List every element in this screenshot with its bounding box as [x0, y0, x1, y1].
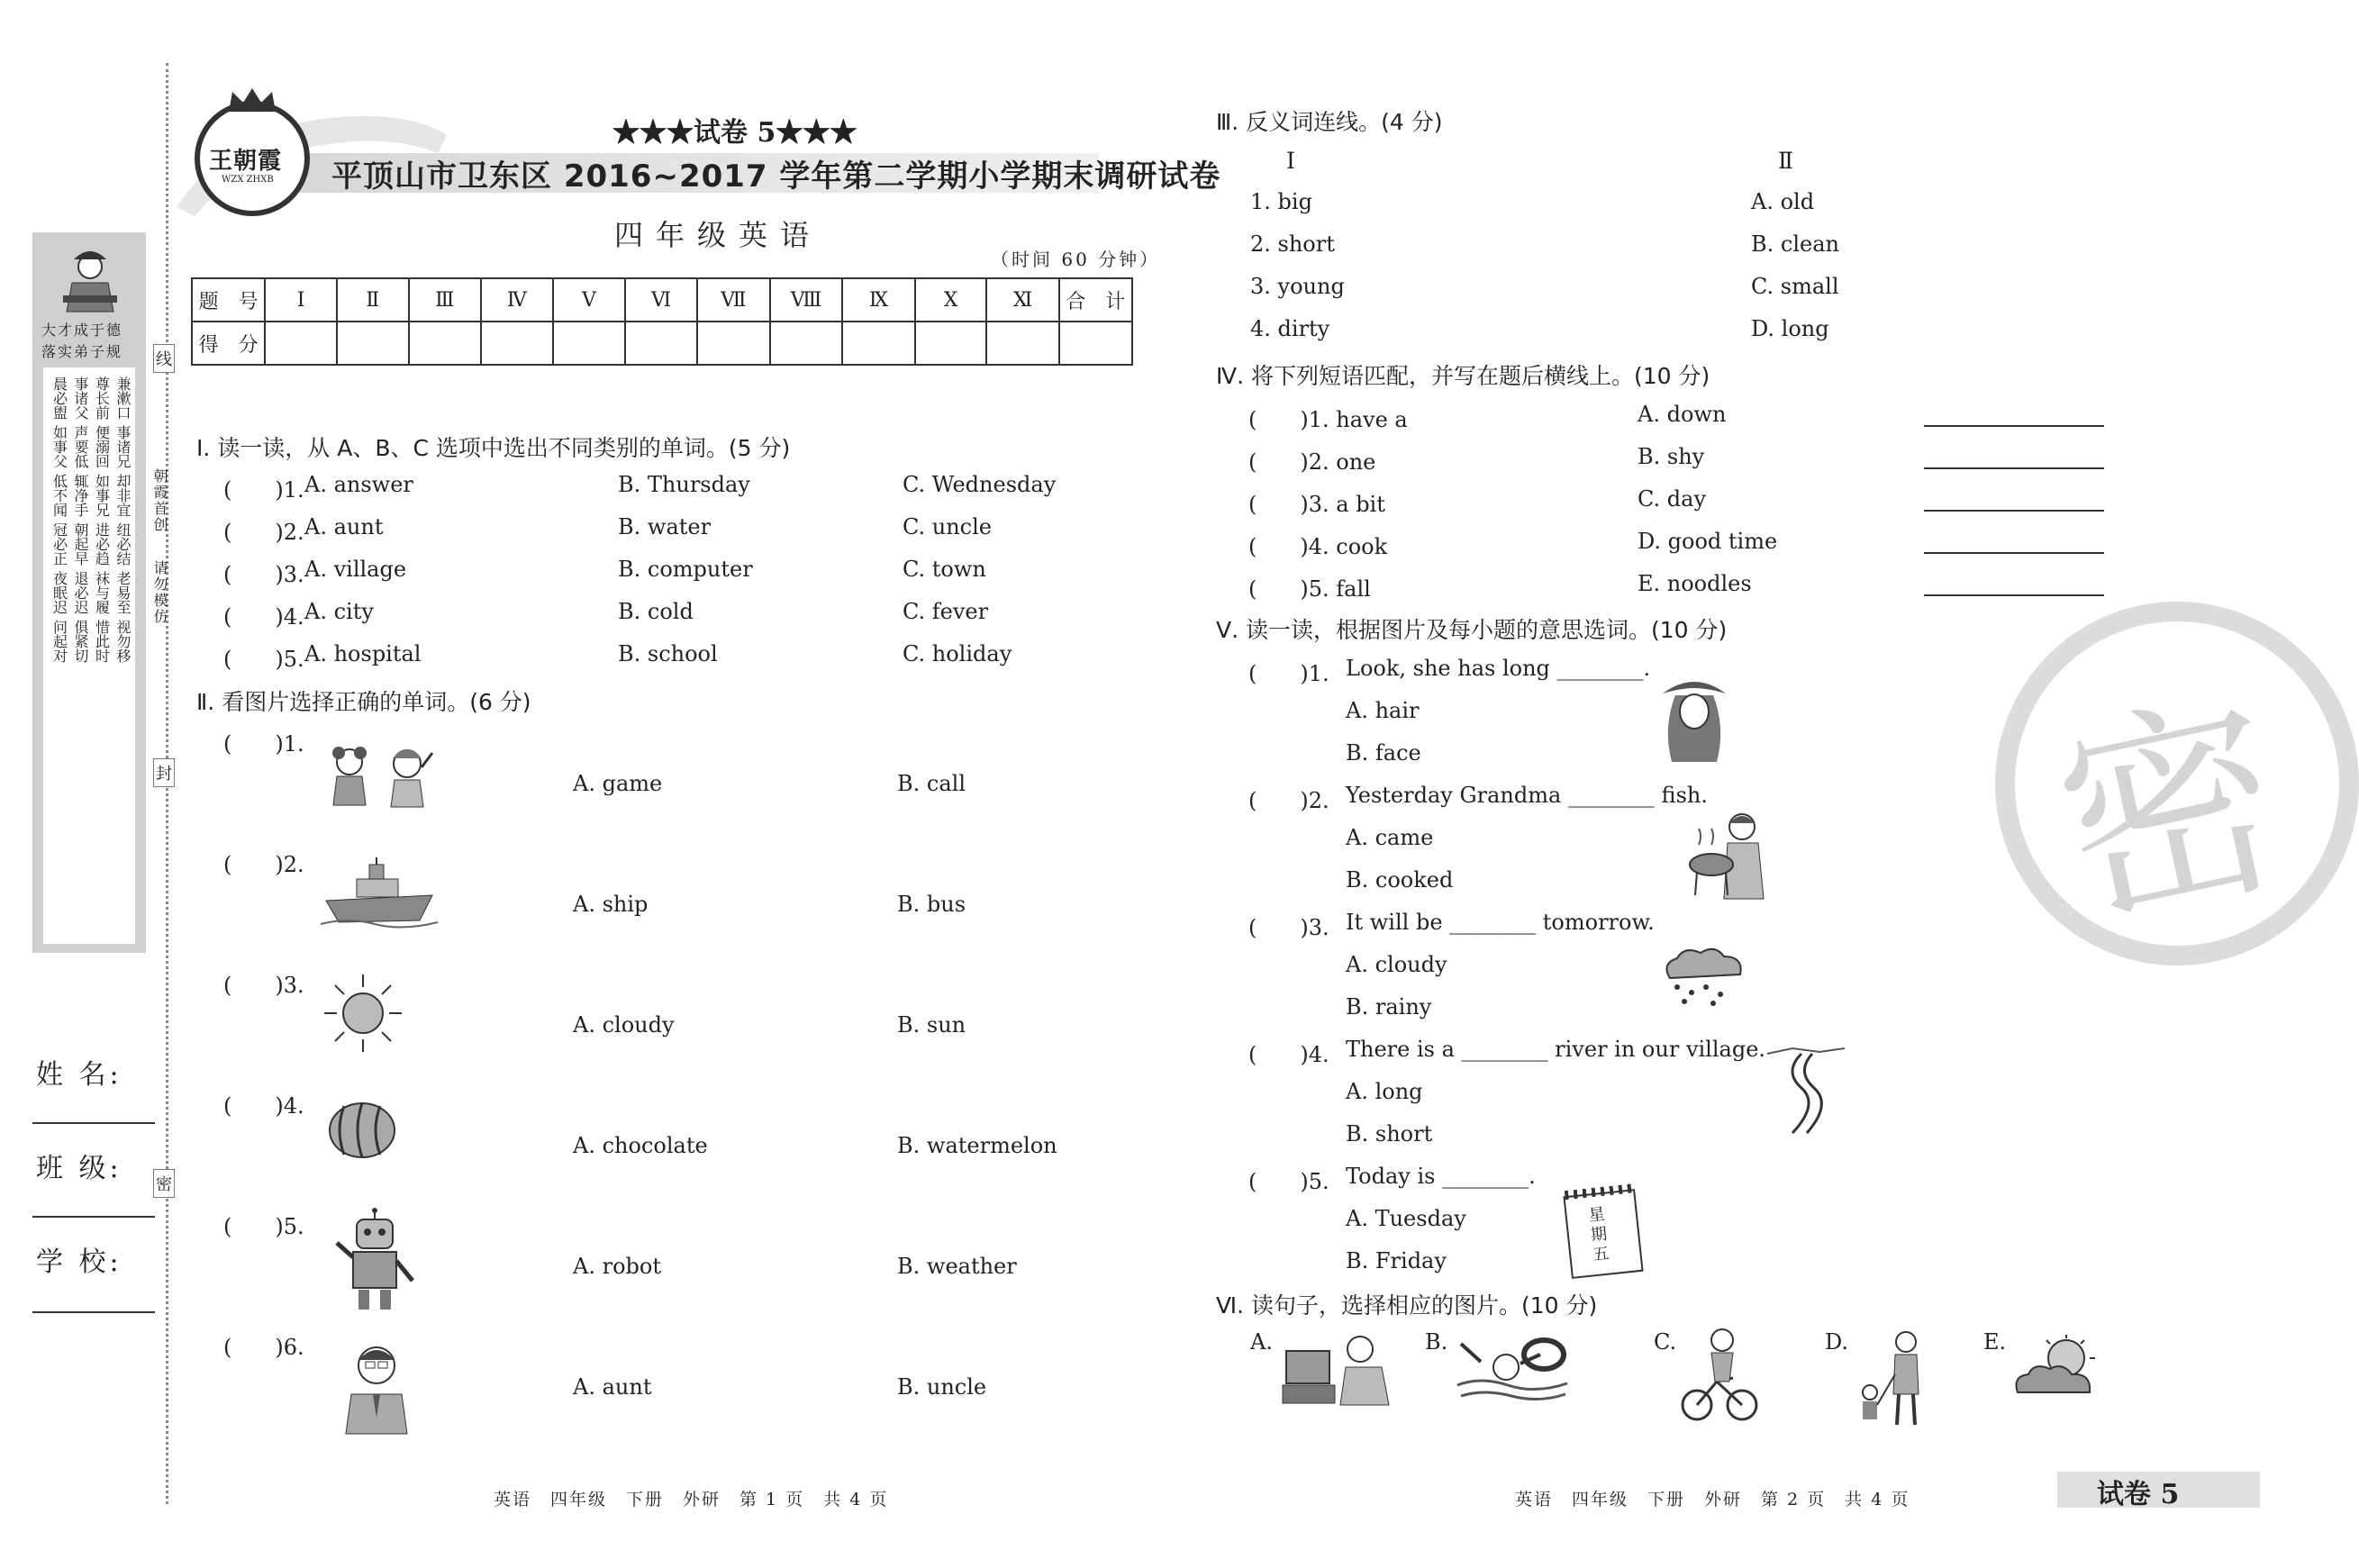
option-b: B. sun — [897, 1012, 966, 1038]
rain-cloud-icon — [1657, 946, 1747, 1009]
question-number[interactable]: ( )3. — [1248, 915, 1329, 940]
motto-phrase: 事诸父 — [72, 376, 89, 420]
page-title: 平顶山市卫东区 2016~2017 学年第二学期小学期末调研试卷 — [331, 159, 1221, 195]
question-number[interactable]: ( )5. fall — [1248, 576, 1371, 602]
option-b: B. short — [1346, 1121, 1433, 1147]
computer-boy-icon — [1281, 1328, 1394, 1409]
motto-phrase: 却非宜 — [114, 474, 132, 517]
section6-title: Ⅵ. 读句子，选择相应的图片。(10 分) — [1216, 1292, 1598, 1319]
section5-title: Ⅴ. 读一读，根据图片及每小题的意思选词。(10 分) — [1216, 617, 1728, 643]
score-input-cell[interactable] — [986, 322, 1058, 365]
question-number[interactable]: ( )2. — [223, 520, 304, 545]
question-number[interactable]: ( )5. — [1248, 1169, 1329, 1194]
option-b: B. uncle — [897, 1374, 987, 1400]
right-phrase: E. noodles — [1638, 571, 1752, 596]
score-header-cell: 题 号 — [192, 278, 265, 322]
logo-emblem — [195, 101, 310, 216]
motto-phrase: 兼漱口 — [114, 376, 132, 420]
grandma-cooking-icon — [1686, 809, 1773, 902]
section3-title: Ⅲ. 反义词连线。(4 分) — [1216, 109, 1443, 135]
score-header-cell: Ⅺ — [986, 278, 1058, 322]
right-phrase: D. good time — [1638, 529, 1778, 554]
school-field[interactable] — [32, 1311, 155, 1313]
option-c: C. Wednesday — [903, 472, 1057, 497]
motto-phrase: 声要低 — [72, 425, 89, 468]
question-number[interactable]: ( )5. — [223, 1214, 304, 1239]
motto-phrase: 便溺回 — [93, 425, 111, 468]
motto-phrase: 纽必结 — [114, 522, 132, 566]
score-header-cell: Ⅰ — [265, 278, 337, 322]
score-input-cell[interactable] — [915, 322, 987, 365]
vertical-note-2: 请勿模仿 — [151, 560, 168, 625]
footer-left: 英语 四年级 下册 外研 第 1 页 共 4 页 — [494, 1490, 889, 1509]
swimming-boy-icon — [1454, 1331, 1571, 1403]
question-number[interactable]: ( )2. — [223, 852, 304, 877]
option-a: A. cloudy — [573, 1012, 675, 1038]
score-input-cell[interactable] — [481, 322, 553, 365]
option-b: B. computer — [618, 557, 753, 582]
option-b: B. water — [618, 514, 712, 539]
question-number[interactable]: ( )3. a bit — [1248, 492, 1385, 517]
question-number[interactable]: ( )1. — [223, 477, 304, 503]
option-b: B. bus — [897, 892, 966, 917]
motto-area — [43, 367, 135, 944]
disciple-rules-panel — [32, 232, 146, 953]
girls-waving-icon — [321, 740, 438, 812]
logo-text: 王朝霞 — [209, 148, 283, 175]
subject-title: 四年级英语 — [614, 218, 822, 252]
option-a: A. ship — [573, 892, 649, 917]
option-a: A. long — [1346, 1079, 1423, 1104]
stamp-character: 密 — [2037, 666, 2302, 959]
robot-icon — [330, 1207, 420, 1315]
margin-mark-seal: 封 — [153, 758, 175, 787]
score-input-cell[interactable] — [337, 322, 409, 365]
calendar-icon — [1563, 1189, 1643, 1279]
name-field[interactable] — [32, 1122, 155, 1124]
picture-label[interactable]: E. — [1983, 1329, 2007, 1355]
sun-icon — [322, 973, 404, 1054]
option-c: C. holiday — [903, 641, 1012, 666]
question-number[interactable]: ( )4. — [223, 604, 304, 630]
corner-label: 试卷 5 — [2097, 1479, 2180, 1510]
right-phrase: C. day — [1638, 486, 1706, 512]
motto-phrase: 视勿移 — [114, 620, 132, 663]
option-b: B. weather — [897, 1254, 1017, 1279]
score-header-cell: Ⅶ — [697, 278, 770, 322]
motto-phrase: 如事父 — [50, 425, 68, 468]
score-header-cell: Ⅱ — [337, 278, 409, 322]
motto-phrase: 低不闻 — [50, 474, 68, 517]
calendar-text — [1588, 1205, 1610, 1266]
option-a: A. city — [304, 599, 374, 624]
option-b: B. Friday — [1346, 1248, 1447, 1273]
answer-line[interactable] — [1924, 467, 2104, 469]
option-b: B. face — [1346, 740, 1421, 766]
score-input-cell[interactable] — [697, 322, 770, 365]
paper-label: ★★★试卷 5★★★ — [612, 117, 857, 149]
option-a: A. aunt — [573, 1374, 652, 1400]
question-number[interactable]: ( )2. — [1248, 788, 1329, 813]
motto-phrase: 朝起早 — [72, 522, 89, 566]
score-input-cell[interactable] — [1059, 322, 1132, 365]
motto-grid — [47, 376, 132, 663]
section3-col1-head: Ⅰ — [1286, 148, 1295, 174]
section4-title: Ⅳ. 将下列短语匹配，并写在题后横线上。(10 分) — [1216, 363, 1710, 389]
section1-title: Ⅰ. 读一读，从 A、B、C 选项中选出不同类别的单词。(5 分) — [196, 435, 791, 461]
score-header-cell: Ⅳ — [481, 278, 553, 322]
right-word: A. old — [1751, 189, 1815, 214]
right-word: C. small — [1751, 274, 1839, 299]
man-portrait-icon — [340, 1337, 413, 1436]
calendar-char: 星 — [1587, 1204, 1606, 1226]
left-word: 3. young — [1250, 274, 1345, 299]
score-input-cell[interactable] — [409, 322, 481, 365]
right-phrase: A. down — [1638, 402, 1727, 427]
option-b: B. call — [897, 771, 966, 796]
footer-right: 英语 四年级 下册 外研 第 2 页 共 4 页 — [1515, 1490, 1910, 1509]
option-a: A. game — [573, 771, 663, 796]
river-icon — [1765, 1045, 1846, 1135]
motto-phrase: 冠必正 — [50, 522, 68, 566]
score-header-cell: 合 计 — [1059, 278, 1132, 322]
motto-phrase: 事诸兄 — [114, 425, 132, 468]
left-word: 4. dirty — [1250, 316, 1330, 341]
score-input-cell[interactable] — [842, 322, 914, 365]
option-b: B. rainy — [1346, 994, 1432, 1020]
scholar-figure-icon — [58, 243, 122, 315]
answer-line[interactable] — [1924, 552, 2104, 554]
vertical-note-1: 朝霞首创 — [151, 468, 168, 533]
section2-title: Ⅱ. 看图片选择正确的单词。(6 分) — [196, 689, 531, 715]
left-word: 1. big — [1250, 189, 1312, 214]
question-number[interactable]: ( )3. — [223, 562, 304, 587]
score-table — [191, 277, 1133, 366]
motto-phrase: 俱紧切 — [72, 620, 89, 663]
option-a: A. hair — [1346, 698, 1420, 723]
question-number[interactable]: ( )6. — [223, 1335, 304, 1360]
question-number[interactable]: ( )4. — [1248, 1042, 1329, 1067]
motto-phrase: 问起对 — [50, 620, 68, 663]
option-a: A. came — [1346, 825, 1434, 850]
score-input-cell[interactable] — [770, 322, 843, 365]
answer-line[interactable] — [1924, 510, 2104, 512]
question-number[interactable]: ( )1. — [1248, 661, 1329, 686]
secret-stamp-watermark — [1995, 602, 2359, 965]
long-hair-girl-icon — [1654, 674, 1735, 764]
father-and-child-icon — [1855, 1329, 1928, 1430]
question-number[interactable]: ( )1. have a — [1248, 407, 1408, 432]
margin-mark-secret: 密 — [153, 1169, 175, 1198]
question-number[interactable]: ( )1. — [223, 731, 304, 757]
right-word: D. long — [1751, 316, 1829, 341]
girl-riding-bike-icon — [1681, 1326, 1758, 1425]
calendar-rings — [1565, 1183, 1634, 1200]
option-c: C. uncle — [903, 514, 992, 539]
picture-label[interactable]: A. — [1250, 1329, 1273, 1355]
option-a: A. cloudy — [1346, 952, 1447, 977]
option-a: A. aunt — [304, 514, 384, 539]
time-limit: （时间 60 分钟） — [991, 249, 1161, 270]
margin-mark-line: 线 — [153, 344, 175, 373]
score-label-cell: 得 分 — [192, 322, 265, 365]
watermelon-icon — [326, 1099, 398, 1162]
picture-label[interactable]: C. — [1654, 1329, 1677, 1355]
question-text: Look, she has long ________. — [1346, 656, 1651, 681]
picture-label[interactable]: B. — [1425, 1329, 1448, 1355]
score-header-cell: Ⅸ — [842, 278, 914, 322]
option-a: A. Tuesday — [1346, 1206, 1466, 1231]
question-number[interactable]: ( )4. — [223, 1093, 304, 1119]
motto-phrase: 夜眠迟 — [50, 571, 68, 614]
sun-behind-cloud-icon — [2012, 1335, 2102, 1403]
question-number[interactable]: ( )4. cook — [1248, 534, 1388, 559]
motto-phrase: 尊长前 — [93, 376, 111, 420]
question-text: Today is ________. — [1346, 1164, 1536, 1189]
right-phrase: B. shy — [1638, 444, 1705, 469]
answer-line[interactable] — [1924, 594, 2104, 596]
ship-icon — [321, 856, 438, 928]
slogan-2: 落实弟子规 — [41, 343, 123, 360]
score-value-row — [192, 322, 1132, 365]
picture-label[interactable]: D. — [1825, 1329, 1849, 1355]
score-input-cell[interactable] — [553, 322, 625, 365]
motto-phrase: 惜此时 — [93, 620, 111, 663]
left-word: 2. short — [1250, 231, 1335, 257]
option-b: B. cold — [618, 599, 694, 624]
class-field[interactable] — [32, 1216, 155, 1218]
motto-phrase: 袜与履 — [93, 571, 111, 614]
score-input-cell[interactable] — [625, 322, 697, 365]
option-c: C. town — [903, 557, 986, 582]
score-header-row — [192, 278, 1132, 322]
option-a: A. robot — [573, 1254, 661, 1279]
score-header-cell: Ⅵ — [625, 278, 697, 322]
question-text: There is a ________ river in our village. — [1346, 1037, 1766, 1062]
question-number[interactable]: ( )3. — [223, 973, 304, 998]
question-text: It will be ________ tomorrow. — [1346, 910, 1655, 935]
option-a: A. village — [304, 557, 407, 582]
option-c: C. fever — [903, 599, 989, 624]
option-b: B. Thursday — [618, 472, 750, 497]
option-b: B. school — [618, 641, 718, 666]
right-word: B. clean — [1751, 231, 1839, 257]
option-b: B. watermelon — [897, 1133, 1057, 1158]
calendar-char: 五 — [1592, 1244, 1610, 1265]
question-text: Yesterday Grandma ________ fish. — [1346, 783, 1708, 808]
section3-col2-head: Ⅱ — [1778, 148, 1793, 174]
motto-phrase: 如事兄 — [93, 474, 111, 517]
school-label: 学 校: — [36, 1246, 122, 1278]
option-a: A. chocolate — [573, 1133, 708, 1158]
option-a: A. answer — [304, 472, 413, 497]
motto-phrase: 进必趋 — [93, 522, 111, 566]
question-number[interactable]: ( )2. one — [1248, 449, 1376, 475]
motto-phrase: 辄净手 — [72, 474, 89, 517]
score-input-cell[interactable] — [265, 322, 337, 365]
motto-phrase: 老易至 — [114, 571, 132, 614]
score-header-cell: Ⅷ — [770, 278, 843, 322]
name-label: 姓 名: — [36, 1059, 122, 1091]
question-number[interactable]: ( )5. — [223, 647, 304, 672]
motto-phrase: 退必迟 — [72, 571, 89, 614]
answer-line[interactable] — [1924, 425, 2104, 427]
score-header-cell: Ⅴ — [553, 278, 625, 322]
score-header-cell: Ⅲ — [409, 278, 481, 322]
class-label: 班 级: — [36, 1153, 122, 1184]
crown-icon — [225, 86, 279, 113]
logo-subtext: WZX ZHXB — [222, 175, 274, 185]
motto-phrase: 晨必盥 — [50, 376, 68, 420]
option-b: B. cooked — [1346, 867, 1454, 893]
slogan-1: 大才成于德 — [41, 322, 123, 339]
score-header-cell: Ⅹ — [915, 278, 987, 322]
calendar-char: 期 — [1590, 1224, 1609, 1246]
option-a: A. hospital — [304, 641, 422, 666]
